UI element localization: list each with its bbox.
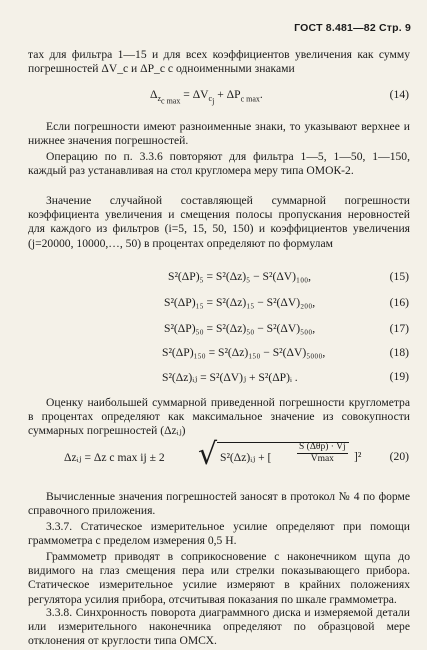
paragraph-filter-sum: тах для фильтра 1—15 и для всех коэффициентов увеличения как сумму погрешностей ΔV_c и ΔP_c с одноименными знаками (28, 48, 410, 76)
equation-14 (150, 88, 263, 106)
eq14-rhs2: + ΔP (214, 88, 241, 101)
equation-18-number: (18) (389, 346, 409, 359)
equation-16-number: (16) (389, 296, 409, 309)
paragraph-opposite-signs: Если погрешности имеют разноименные знаки, то указывают верхнее и нижнее значения погрешностей. (28, 120, 410, 148)
paragraph-gram-meter: Граммометр приводят в соприкосновение с наконечником щупа до видимого на глаз смещения пера или стрелки показывающего прибора. Статическое измерительное усилие измеряют в крайних положениях регулятора усилия прибора, отсчитывая показания по шкале граммометра. (28, 550, 410, 606)
equation-17: S²(ΔP)₅₀ = S²(Δz)₅₀ − S²(ΔV)₅₀₀, (164, 322, 316, 335)
eq14-lhs-sub: z (157, 94, 162, 104)
paragraph-static-force: 3.3.7. Статическое измерительное усилие определяют при помощи граммометра с пределом измерения 0,5 Н. (28, 520, 410, 548)
equation-14-number: (14) (389, 88, 409, 101)
eq14-lhs: Δ (150, 88, 158, 101)
equation-20 (64, 437, 364, 476)
equation-19-number: (19) (389, 370, 409, 383)
eq14-rhs-subsub: j (212, 96, 215, 106)
equation-17-number: (17) (389, 322, 409, 335)
eq20-rad-end: ]² (354, 450, 362, 463)
equation-18: S²(ΔP)₁₅₀ = S²(Δz)₁₅₀ − S²(ΔV)₅₀₀₀, (162, 346, 326, 359)
eq14-rhs: = ΔV (183, 88, 209, 101)
paragraph-max-error: Оценку наибольшей суммарной приведенной погрешности круглометра в процентах определяют как максимальное значение из совокупности суммарных погрешностей (Δzᵢⱼ) (28, 396, 410, 438)
paragraph-synchronism: 3.3.8. Синхронность поворота диаграммного диска и измеряемой детали или измерительного наконечника определяют по образцовой мере отклонения от круглости типа ОМСХ. (28, 606, 410, 648)
equation-15: S²(ΔP)₅ = S²(Δz)₅ − S²(ΔV)₁₀₀, (168, 270, 312, 283)
page-header: ГОСТ 8.481—82 Стр. 9 (294, 22, 411, 34)
fraction-denominator: Vmax (310, 454, 334, 464)
paragraph-protocol: Вычисленные значения погрешностей заносят в протокол № 4 по форме справочного приложения. (28, 490, 410, 518)
eq14-rhs-sub: c (208, 94, 213, 104)
paragraph-random-component: Значение случайной составляющей суммарной погрешности коэффициента увеличения и смещения полосы пропускания неровностей для каждого из фильтров (i=5, 15, 50, 150) и коэффициентов увеличения (j=20000, 10000,…, 50) в процентах определяют по формулам (28, 194, 410, 250)
sqrt-symbol: √ (198, 437, 218, 472)
eq14-lhs-subsub: c max (161, 96, 181, 106)
eq20-fraction (297, 442, 348, 465)
eq14-end: . (259, 88, 263, 101)
equation-20-number: (20) (389, 450, 409, 463)
equation-15-number: (15) (389, 270, 409, 283)
equation-16: S²(ΔP)₁₅ = S²(Δz)₁₅ − S²(ΔV)₂₀₀, (164, 296, 316, 309)
eq20-lhs: Δzᵢⱼ = Δz c max ij ± 2 (64, 451, 165, 464)
paragraph-repeat-operation: Операцию по п. 3.3.6 повторяют для фильтра 1—5, 1—50, 1—150, каждый раз устанавливая на стол кругломера меру типа ОМОК-2. (28, 150, 410, 178)
eq14-rhs2-sub: c max (240, 94, 260, 104)
equation-19: S²(Δz)ᵢⱼ = S²(ΔV)ⱼ + S²(ΔP)ᵢ . (162, 371, 298, 384)
eq20-radicand: S²(Δz)ᵢⱼ + [ (220, 451, 272, 464)
fraction-numerator: S (Δθp) · Vj (299, 442, 346, 452)
